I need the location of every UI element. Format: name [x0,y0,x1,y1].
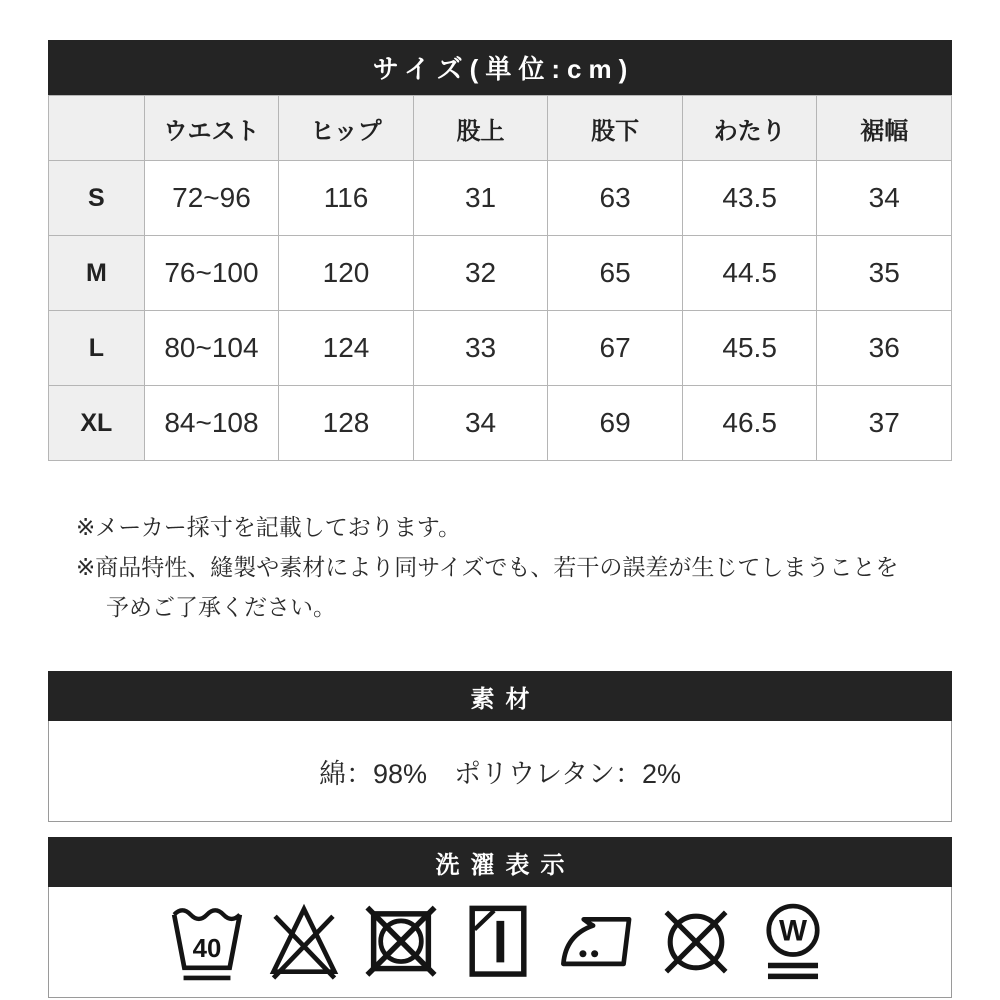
note-line-2: ※商品特性、縫製や素材により同サイズでも、若干の誤差が生じてしまうことを [76,554,899,580]
cell-value: 80~104 [144,311,279,386]
material-content: 綿：98% ポリウレタン：2% [319,758,681,789]
size-section-header [48,40,952,95]
cell-value: 36 [817,311,952,386]
size-label: S [49,161,145,236]
gentle-wet-clean-icon [753,899,833,985]
cell-value: 69 [548,386,683,461]
column-header-empty [49,96,145,161]
size-label: M [49,236,145,311]
column-header-thigh: わたり [682,96,817,161]
do-not-bleach-icon [264,899,344,985]
machine-wash-40-gentle-icon [167,899,247,985]
notes [76,507,952,627]
line-dry-in-shade-icon [458,899,538,985]
cell-value: 44.5 [682,236,817,311]
care-section [48,837,952,998]
size-label: L [49,311,145,386]
cell-value: 37 [817,386,952,461]
cell-value: 84~108 [144,386,279,461]
cell-value: 63 [548,161,683,236]
cell-value: 33 [413,311,548,386]
cell-value: 45.5 [682,311,817,386]
wet-clean-letter: W [778,914,808,948]
table-row-xl [49,386,952,461]
material-section-header [48,671,952,721]
note-line-3: 予めご了承ください。 [106,594,336,620]
size-table-header-row [49,96,952,161]
cell-value: 34 [413,386,548,461]
cell-value: 128 [279,386,414,461]
size-section [48,40,952,461]
note-line-1: ※メーカー採寸を記載しております。 [76,514,461,540]
cell-value: 32 [413,236,548,311]
size-table [48,95,952,461]
size-label: XL [49,386,145,461]
cell-value: 116 [279,161,414,236]
material-section [48,671,952,822]
cell-value: 31 [413,161,548,236]
wash-temp-label: 40 [192,934,222,963]
cell-value: 72~96 [144,161,279,236]
table-row-s [49,161,952,236]
cell-value: 120 [279,236,414,311]
do-not-tumble-dry-icon [361,899,441,985]
cell-value: 67 [548,311,683,386]
page [48,0,952,998]
table-row-m [49,236,952,311]
cell-value: 43.5 [682,161,817,236]
table-row-l [49,311,952,386]
cell-value: 34 [817,161,952,236]
cell-value: 46.5 [682,386,817,461]
material-box [48,721,952,822]
material-section-title: 素材 [470,685,541,713]
cell-value: 35 [817,236,952,311]
size-section-title: サイズ(単位:cm) [372,54,635,84]
care-section-title: 洗濯表示 [435,851,576,879]
care-symbols-row [48,887,952,998]
column-header-hem: 裾幅 [817,96,952,161]
cell-value: 65 [548,236,683,311]
iron-medium-icon [555,899,639,985]
do-not-dry-clean-icon [656,899,736,985]
cell-value: 124 [279,311,414,386]
care-section-header [48,837,952,887]
cell-value: 76~100 [144,236,279,311]
column-header-inseam: 股下 [548,96,683,161]
column-header-waist: ウエスト [144,96,279,161]
column-header-rise: 股上 [413,96,548,161]
column-header-hip: ヒップ [279,96,414,161]
